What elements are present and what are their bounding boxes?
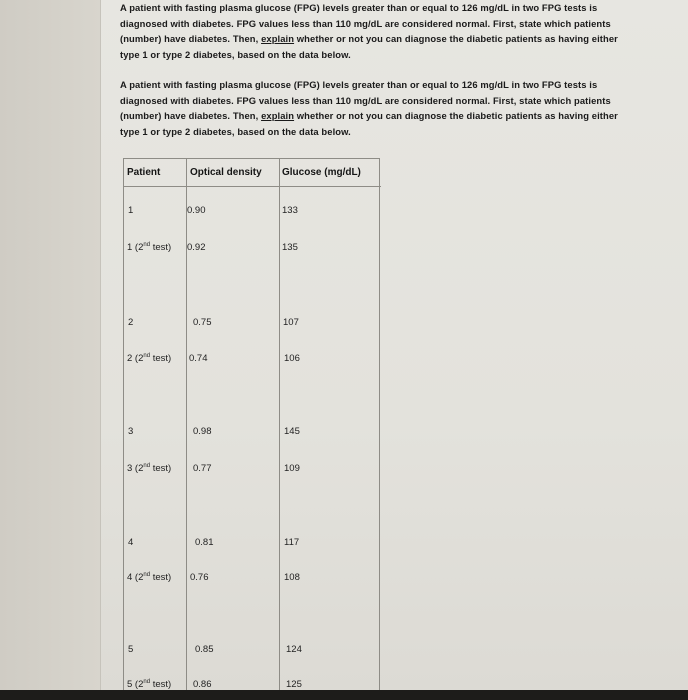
- table-cell-optical-density: 0.81: [195, 537, 214, 548]
- table-cell-patient: 3 (2nd test): [127, 462, 172, 474]
- table-cell-optical-density: 0.98: [193, 426, 212, 437]
- table-cell-glucose: 135: [282, 242, 298, 253]
- para2-bold: two: [522, 79, 540, 90]
- table-cell-optical-density: 0.76: [190, 572, 209, 583]
- data-table: [123, 158, 381, 700]
- table-cell-glucose: 117: [284, 537, 300, 548]
- para2-text-b: FPG tests is diagnosed with diabetes. FPG values less than 110 mg/dL are considered normal. First, state which patients (number) have diabetes. Then,: [120, 79, 611, 121]
- para1-text-c: whether or not you can diagnose the diabetic patients as having either type 1 or type 2 diabetes, based on the data below.: [120, 33, 618, 60]
- table-cell-patient: 4 (2nd test): [127, 571, 172, 583]
- table-cell-optical-density: 0.92: [187, 242, 206, 253]
- table-cell-patient: 1: [128, 205, 134, 216]
- table-cell-glucose: 106: [284, 353, 300, 364]
- table-cell-glucose: 125: [286, 679, 302, 690]
- table-cell-glucose: 108: [284, 572, 300, 583]
- table-cell-patient: 5 (2nd test): [127, 678, 172, 690]
- table-cell-patient: 2 (2nd test): [127, 352, 172, 364]
- table-cell-glucose: 109: [284, 463, 300, 474]
- table-cell-glucose: 124: [286, 644, 302, 655]
- bottom-edge: [0, 690, 688, 700]
- header-optical-density: Optical density: [190, 167, 262, 178]
- table-cell-optical-density: 0.75: [193, 317, 212, 328]
- para1-text-a: A patient with fasting plasma glucose (FPG) levels greater than or equal to 126 mg/dL in: [120, 2, 523, 13]
- column-divider: [186, 158, 187, 700]
- table-cell-patient: 1 (2nd test): [127, 241, 172, 253]
- table-cell-glucose: 133: [282, 205, 298, 216]
- background-margin: [0, 0, 100, 700]
- table-cell-patient: 4: [128, 537, 134, 548]
- para2-text-c: whether or not you can diagnose the diabetic patients as having either type 1 or type 2 diabetes, based on the data below.: [120, 110, 618, 137]
- table-cell-optical-density: 0.74: [189, 353, 208, 364]
- header-divider: [123, 186, 381, 187]
- table-border: [123, 158, 380, 700]
- question-paragraph-1: [120, 0, 640, 62]
- table-cell-patient: 2: [128, 317, 134, 328]
- table-cell-optical-density: 0.77: [193, 463, 212, 474]
- table-cell-glucose: 107: [283, 317, 299, 328]
- table-cell-glucose: 145: [284, 426, 300, 437]
- header-patient: Patient: [127, 167, 161, 178]
- table-cell-patient: 3: [128, 426, 134, 437]
- para1-underlined: explain: [261, 33, 295, 44]
- para1-text-b: FPG tests is diagnosed with diabetes. FPG values less than 110 mg/dL are considered normal. First, state which patients (number) have diabetes. Then,: [120, 2, 611, 44]
- question-paragraph-2: [120, 77, 640, 139]
- table-cell-patient: 5: [128, 644, 134, 655]
- header-glucose: Glucose (mg/dL): [282, 167, 361, 178]
- column-divider: [279, 158, 280, 700]
- table-cell-optical-density: 0.85: [195, 644, 214, 655]
- para2-text-a: A patient with fasting plasma glucose (FPG) levels greater than or equal to 126 mg/dL in: [120, 79, 523, 90]
- table-cell-optical-density: 0.86: [193, 679, 212, 690]
- para2-underlined: explain: [261, 110, 295, 121]
- table-cell-optical-density: 0.90: [187, 205, 206, 216]
- para1-bold: two: [522, 2, 540, 13]
